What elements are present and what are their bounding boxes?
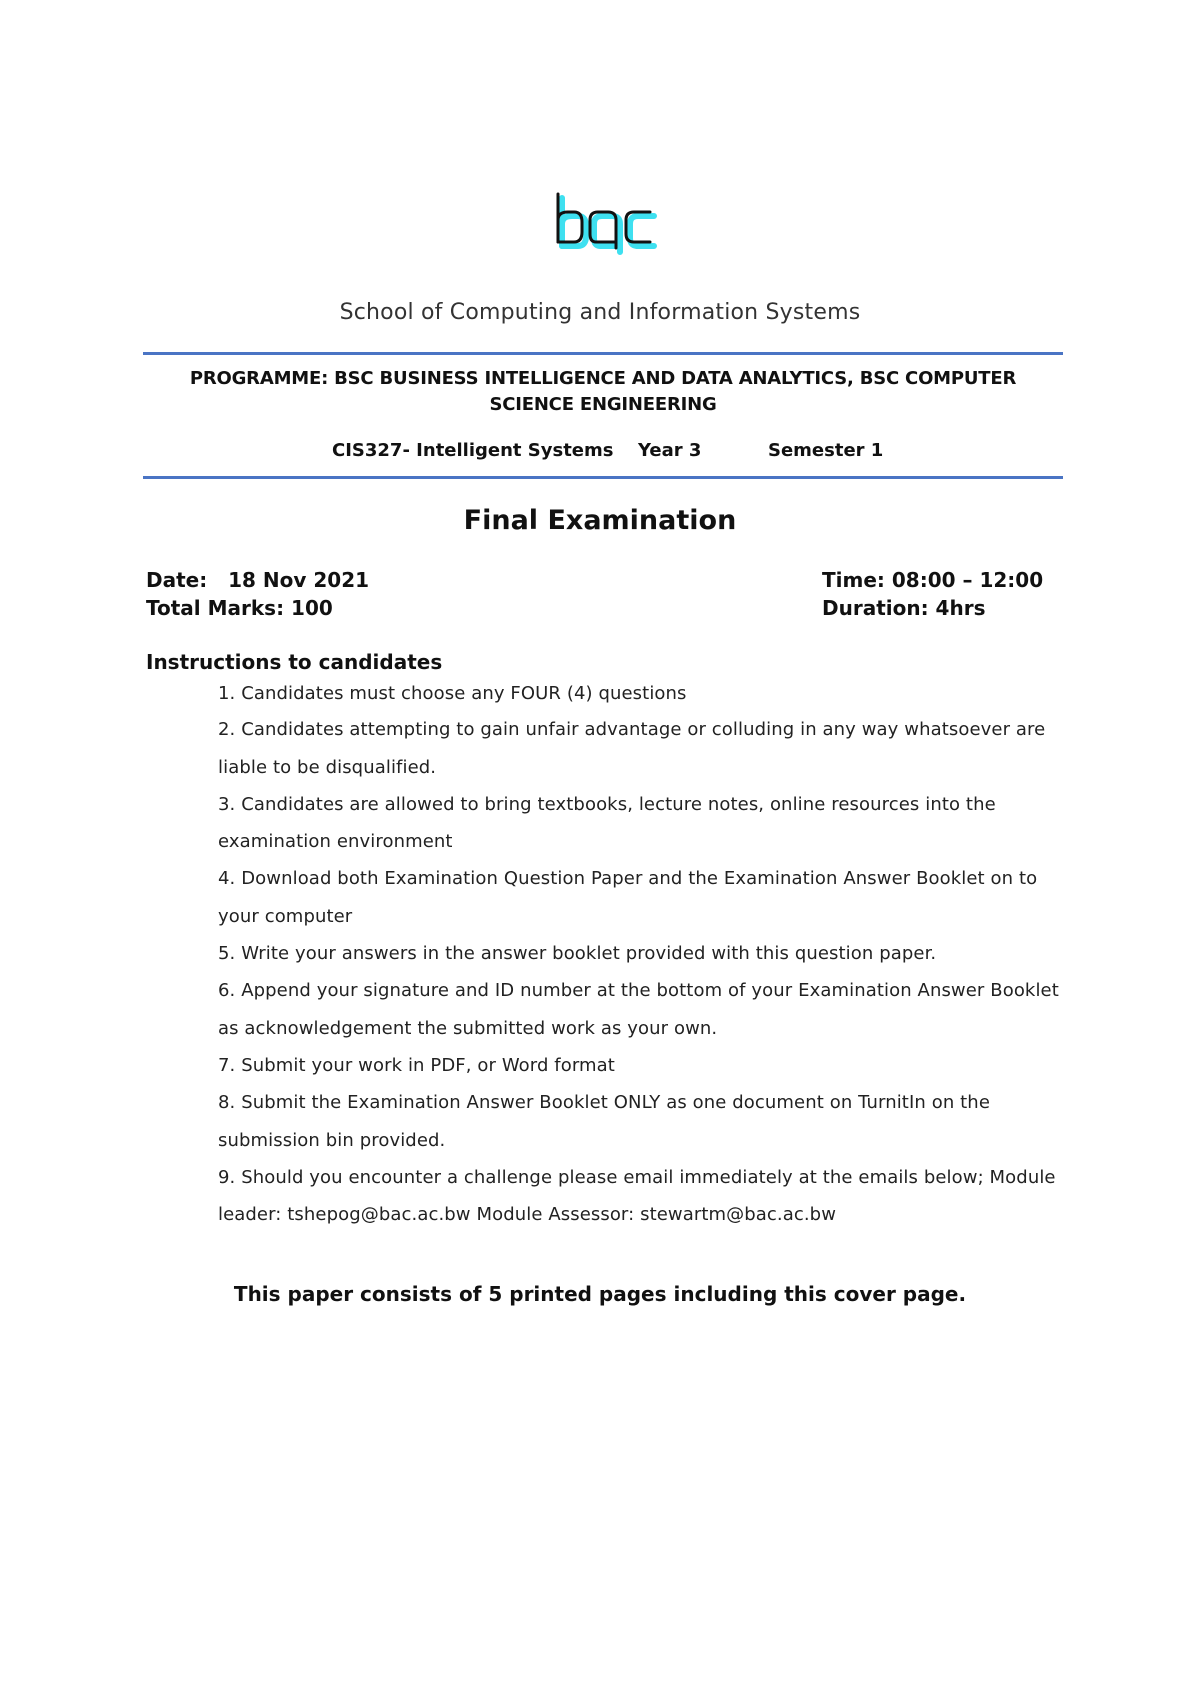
total-marks: Total Marks: 100	[146, 596, 333, 620]
instruction-item: 3. Candidates are allowed to bring textbooks, lecture notes, online resources into the examination environment	[218, 793, 996, 853]
instructions-list	[218, 675, 1068, 1233]
header-divider-top	[143, 352, 1063, 355]
instruction-item: 2. Candidates attempting to gain unfair advantage or colluding in any way whatsoever are liable to be disqualified.	[218, 719, 1046, 778]
exam-title: Final Examination	[463, 505, 737, 536]
header-divider-bottom	[143, 476, 1063, 479]
course-year: Year 3	[638, 440, 702, 461]
instruction-item: 6. Append your signature and ID number at the bottom of your Examination Answer Booklet as acknowledgement the submitted work as your own.	[218, 980, 1059, 1039]
instruction-item: 7. Submit your work in PDF, or Word format	[218, 1054, 615, 1076]
exam-duration: Duration: 4hrs	[822, 596, 986, 620]
instruction-item: 5. Write your answers in the answer booklet provided with this question paper.	[218, 943, 937, 965]
instruction-item: 1. Candidates must choose any FOUR (4) questions	[218, 683, 687, 704]
course-semester: Semester 1	[768, 440, 884, 461]
instruction-item: 4. Download both Examination Question Paper and the Examination Answer Booklet on to your computer	[218, 868, 1038, 927]
exam-time: Time: 08:00 – 12:00	[822, 568, 1044, 592]
bac-logo-mark	[548, 190, 658, 260]
school-name: School of Computing and Information Systems	[339, 300, 861, 325]
page-count-note: This paper consists of 5 printed pages including this cover page.	[233, 1282, 967, 1306]
instruction-item: 9. Should you encounter a challenge please email immediately at the emails below; Module leader: tshepog@bac.ac.bw Module Assessor: stewartm@bac.ac.bw	[218, 1166, 1056, 1226]
course-info-row	[0, 440, 1200, 466]
bac-logo	[548, 190, 658, 260]
instruction-item: 8. Submit the Examination Answer Booklet ONLY as one document on TurnitIn on the submission bin provided.	[218, 1092, 990, 1151]
programme-title: PROGRAMME: BSC BUSINESS INTELLIGENCE AND DATA ANALYTICS, BSC COMPUTER SCIENCE ENGINEERING	[189, 368, 1017, 415]
instructions-heading: Instructions to candidates	[146, 650, 443, 674]
exam-date: Date: 18 Nov 2021	[146, 568, 370, 592]
course-code: CIS327- Intelligent Systems	[332, 440, 614, 461]
